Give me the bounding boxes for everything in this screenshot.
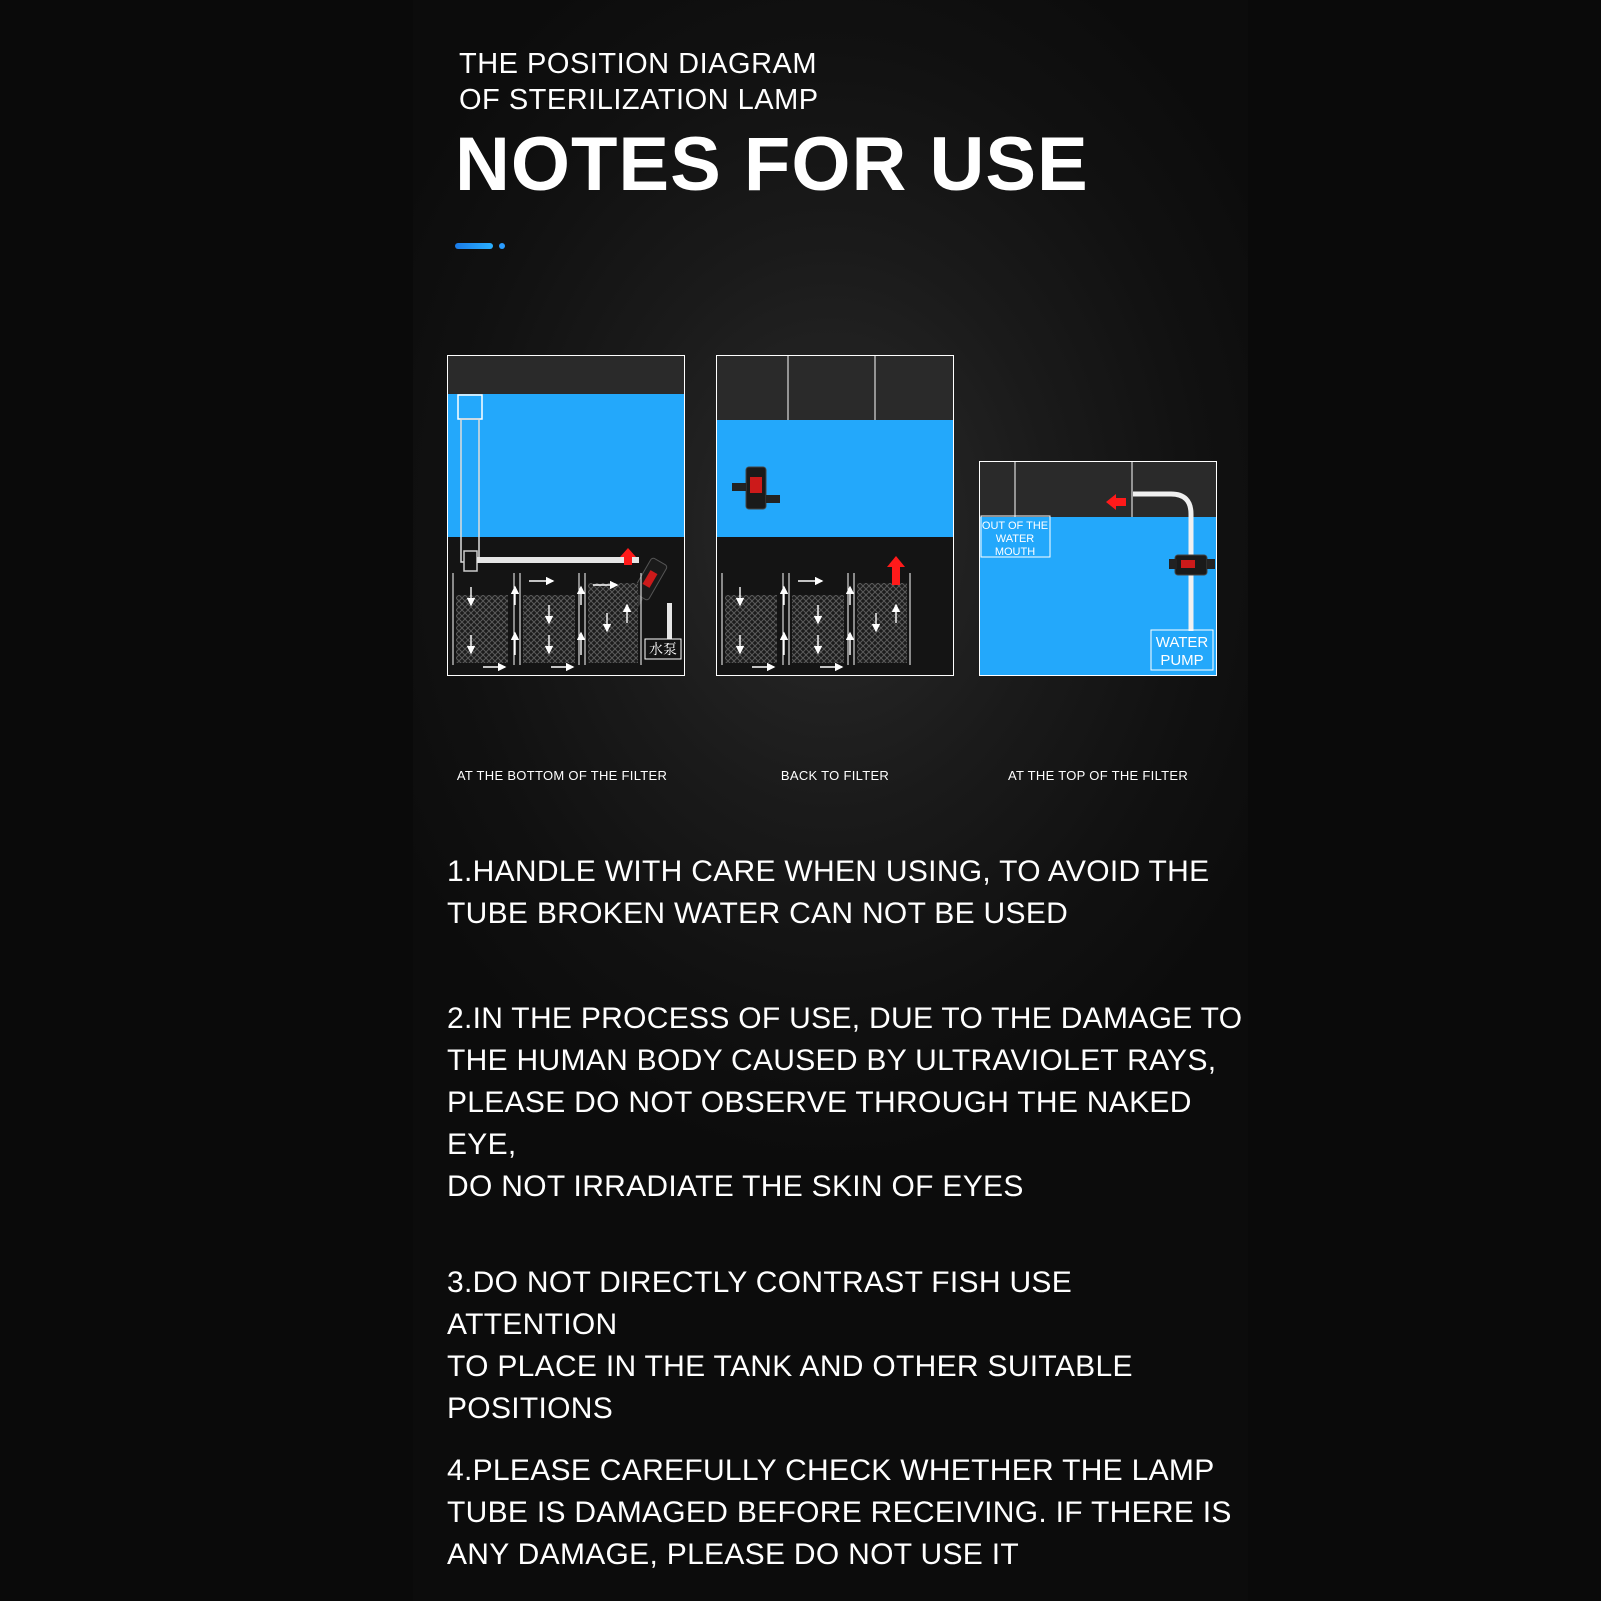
note-4 <box>447 1450 1247 1576</box>
caption-bottom-of-filter: AT THE BOTTOM OF THE FILTER <box>456 768 668 783</box>
note-2 <box>447 998 1247 1208</box>
outlet-label-line: OUT OF THE <box>981 520 1049 532</box>
accent-bar <box>455 243 493 249</box>
note-line: 1.HANDLE WITH CARE WHEN USING, TO AVOID THE <box>447 855 1210 888</box>
note-line: POSITIONS <box>447 1392 614 1425</box>
pump-label-line: PUMP <box>1160 652 1204 669</box>
note-line: TUBE IS DAMAGED BEFORE RECEIVING. IF THERE IS <box>447 1496 1232 1529</box>
note-line: 3.DO NOT DIRECTLY CONTRAST FISH USE ATTENTION <box>447 1266 1073 1341</box>
diagram-top-svg <box>979 461 1217 676</box>
accent-dot <box>499 243 505 249</box>
subtitle-line: OF STERILIZATION LAMP <box>459 84 819 116</box>
note-line: TO PLACE IN THE TANK AND OTHER SUITABLE <box>447 1350 1133 1383</box>
note-line: 2.IN THE PROCESS OF USE, DUE TO THE DAMAGE TO <box>447 1002 1243 1035</box>
caption-back-to-filter: BACK TO FILTER <box>780 768 890 783</box>
diagram-bottom-of-filter <box>447 355 685 676</box>
lamp-head <box>458 395 482 419</box>
diagram-bottom-svg <box>447 355 685 676</box>
outlet-label-line: WATER <box>995 533 1035 545</box>
note-3 <box>447 1262 1247 1430</box>
filter-media <box>725 595 777 663</box>
tank-top <box>717 356 953 420</box>
tank-top <box>448 356 684 394</box>
note-1 <box>447 851 1247 935</box>
diagram-top-of-filter <box>979 461 1217 676</box>
caption-top-of-filter: AT THE TOP OF THE FILTER <box>1007 768 1189 783</box>
filter-media <box>456 595 508 663</box>
subtitle-line: THE POSITION DIAGRAM <box>459 48 818 80</box>
note-line: PLEASE DO NOT OBSERVE THROUGH THE NAKED EYE, <box>447 1086 1192 1161</box>
note-line: TUBE BROKEN WATER CAN NOT BE USED <box>447 897 1069 930</box>
page-title: NOTES FOR USE <box>455 122 1089 207</box>
diagram-back-svg <box>716 355 954 676</box>
note-line: 4.PLEASE CAREFULLY CHECK WHETHER THE LAMP <box>447 1454 1215 1487</box>
page-subtitle <box>459 46 819 118</box>
filter-media <box>857 583 907 663</box>
note-line: ANY DAMAGE, PLEASE DO NOT USE IT <box>447 1538 1019 1571</box>
diagram-back-to-filter <box>716 355 954 676</box>
outlet-label-line: MOUTH <box>994 546 1036 558</box>
pump-label: 水泵 <box>649 642 677 658</box>
pump-label-line: WATER <box>1155 634 1209 651</box>
filter-media <box>588 583 638 663</box>
note-line: DO NOT IRRADIATE THE SKIN OF EYES <box>447 1170 1024 1203</box>
note-line: THE HUMAN BODY CAUSED BY ULTRAVIOLET RAYS, <box>447 1044 1217 1077</box>
pipe <box>477 557 639 563</box>
water <box>448 394 684 537</box>
